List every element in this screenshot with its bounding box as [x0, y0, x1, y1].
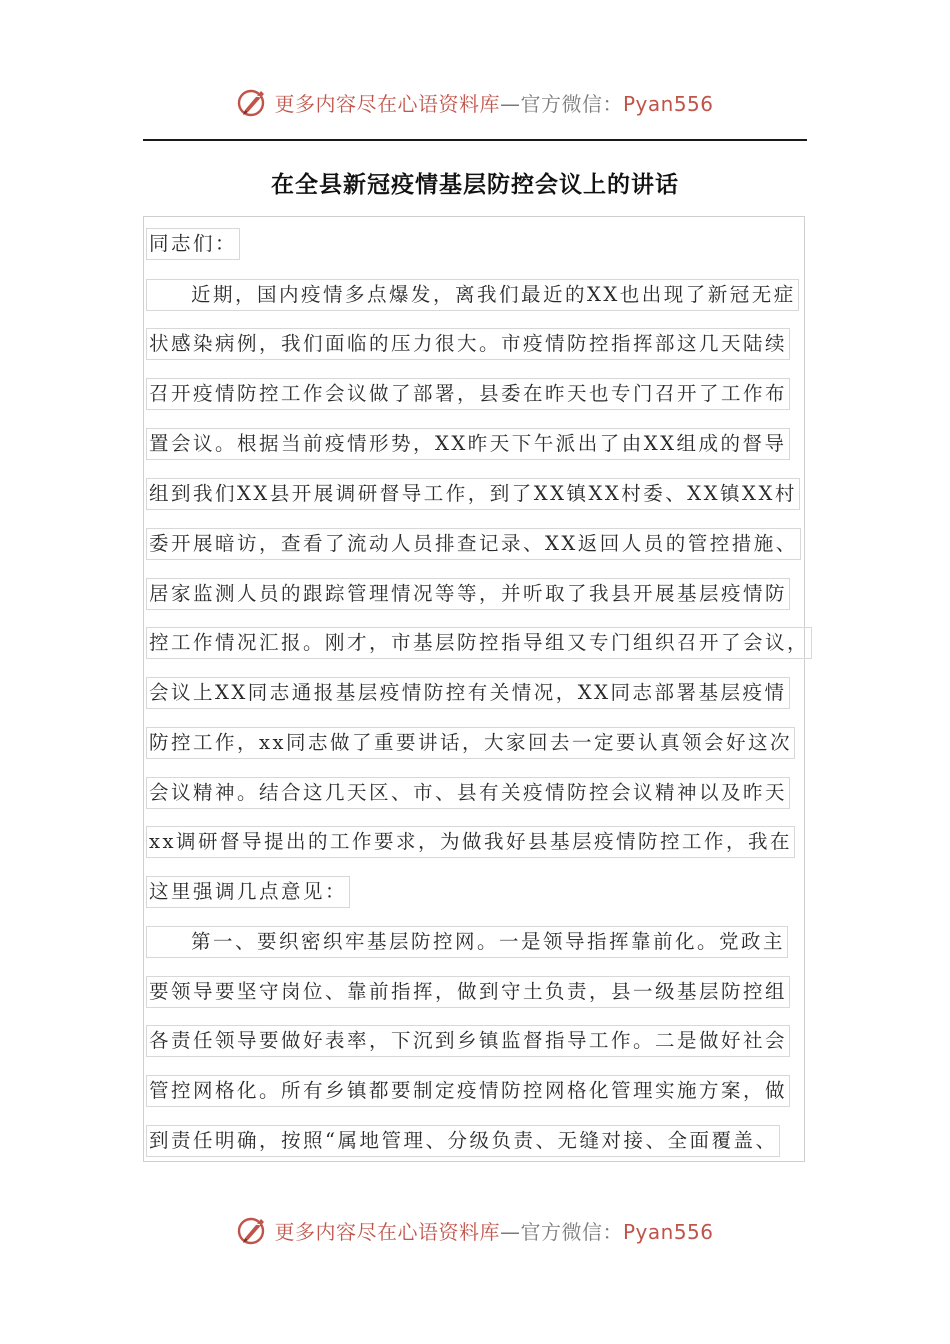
banner-text	[274, 88, 713, 117]
salutation-line: 同志们：	[146, 228, 240, 260]
document-title: 在全县新冠疫情基层防控会议上的讲话	[271, 172, 679, 198]
banner-wechat-id: Pyan556	[622, 91, 714, 116]
text-line: 控工作情况汇报。刚才，市基层防控指导组又专门组织召开了会议，	[146, 627, 812, 659]
text-line: 这里强调几点意见：	[146, 876, 350, 908]
text-line: 组到我们XX县开展调研督导工作，到了XX镇XX村委、XX镇XX村	[146, 478, 800, 510]
banner-wechat-id: Pyan556	[622, 1219, 714, 1244]
text-line: 状感染病例，我们面临的压力很大。市疫情防控指挥部这几天陆续	[146, 328, 790, 360]
text-line: 委开展暗访，查看了流动人员排查记录、XX返回人员的管控措施、	[146, 528, 801, 560]
text-line: 管控网格化。所有乡镇都要制定疫情防控网格化管理实施方案，做	[146, 1075, 790, 1107]
header-banner	[0, 82, 950, 122]
quill-logo-icon	[236, 85, 270, 119]
text-line: 召开疫情防控工作会议做了部署，县委在昨天也专门召开了工作布	[146, 378, 790, 410]
text-line: 近期，国内疫情多点爆发，离我们最近的XX也出现了新冠无症	[146, 279, 799, 311]
banner-text	[274, 1216, 713, 1245]
text-line: 置会议。根据当前疫情形势，XX昨天下午派出了由XX组成的督导	[146, 428, 790, 460]
text-line: 防控工作，xx同志做了重要讲话，大家回去一定要认真领会好这次	[146, 727, 795, 759]
text-line: 会议上XX同志通报基层疫情防控有关情况，XX同志部署基层疫情	[146, 677, 790, 709]
quill-logo-icon	[236, 1213, 270, 1247]
header-divider	[143, 139, 807, 141]
text-line: 会议精神。结合这几天区、市、县有关疫情防控会议精神以及昨天	[146, 777, 790, 809]
footer-banner	[0, 1210, 950, 1250]
banner-brand: 更多内容尽在心语资料库	[274, 91, 500, 116]
banner-separator: —官方微信：	[499, 91, 623, 116]
banner-brand: 更多内容尽在心语资料库	[274, 1219, 500, 1244]
banner-separator: —官方微信：	[499, 1219, 623, 1244]
text-line: 居家监测人员的跟踪管理情况等等，并听取了我县开展基层疫情防	[146, 578, 790, 610]
text-line: xx调研督导提出的工作要求，为做我好县基层疫情防控工作，我在	[146, 826, 795, 858]
text-line: 要领导要坚守岗位、靠前指挥，做到守土负责，县一级基层防控组	[146, 976, 790, 1008]
text-line: 第一、要织密织牢基层防控网。一是领导指挥靠前化。党政主	[146, 926, 788, 958]
text-line: 到责任明确，按照“属地管理、分级负责、无缝对接、全面覆盖、	[146, 1125, 780, 1157]
text-line: 各责任领导要做好表率，下沉到乡镇监督指导工作。二是做好社会	[146, 1025, 790, 1057]
